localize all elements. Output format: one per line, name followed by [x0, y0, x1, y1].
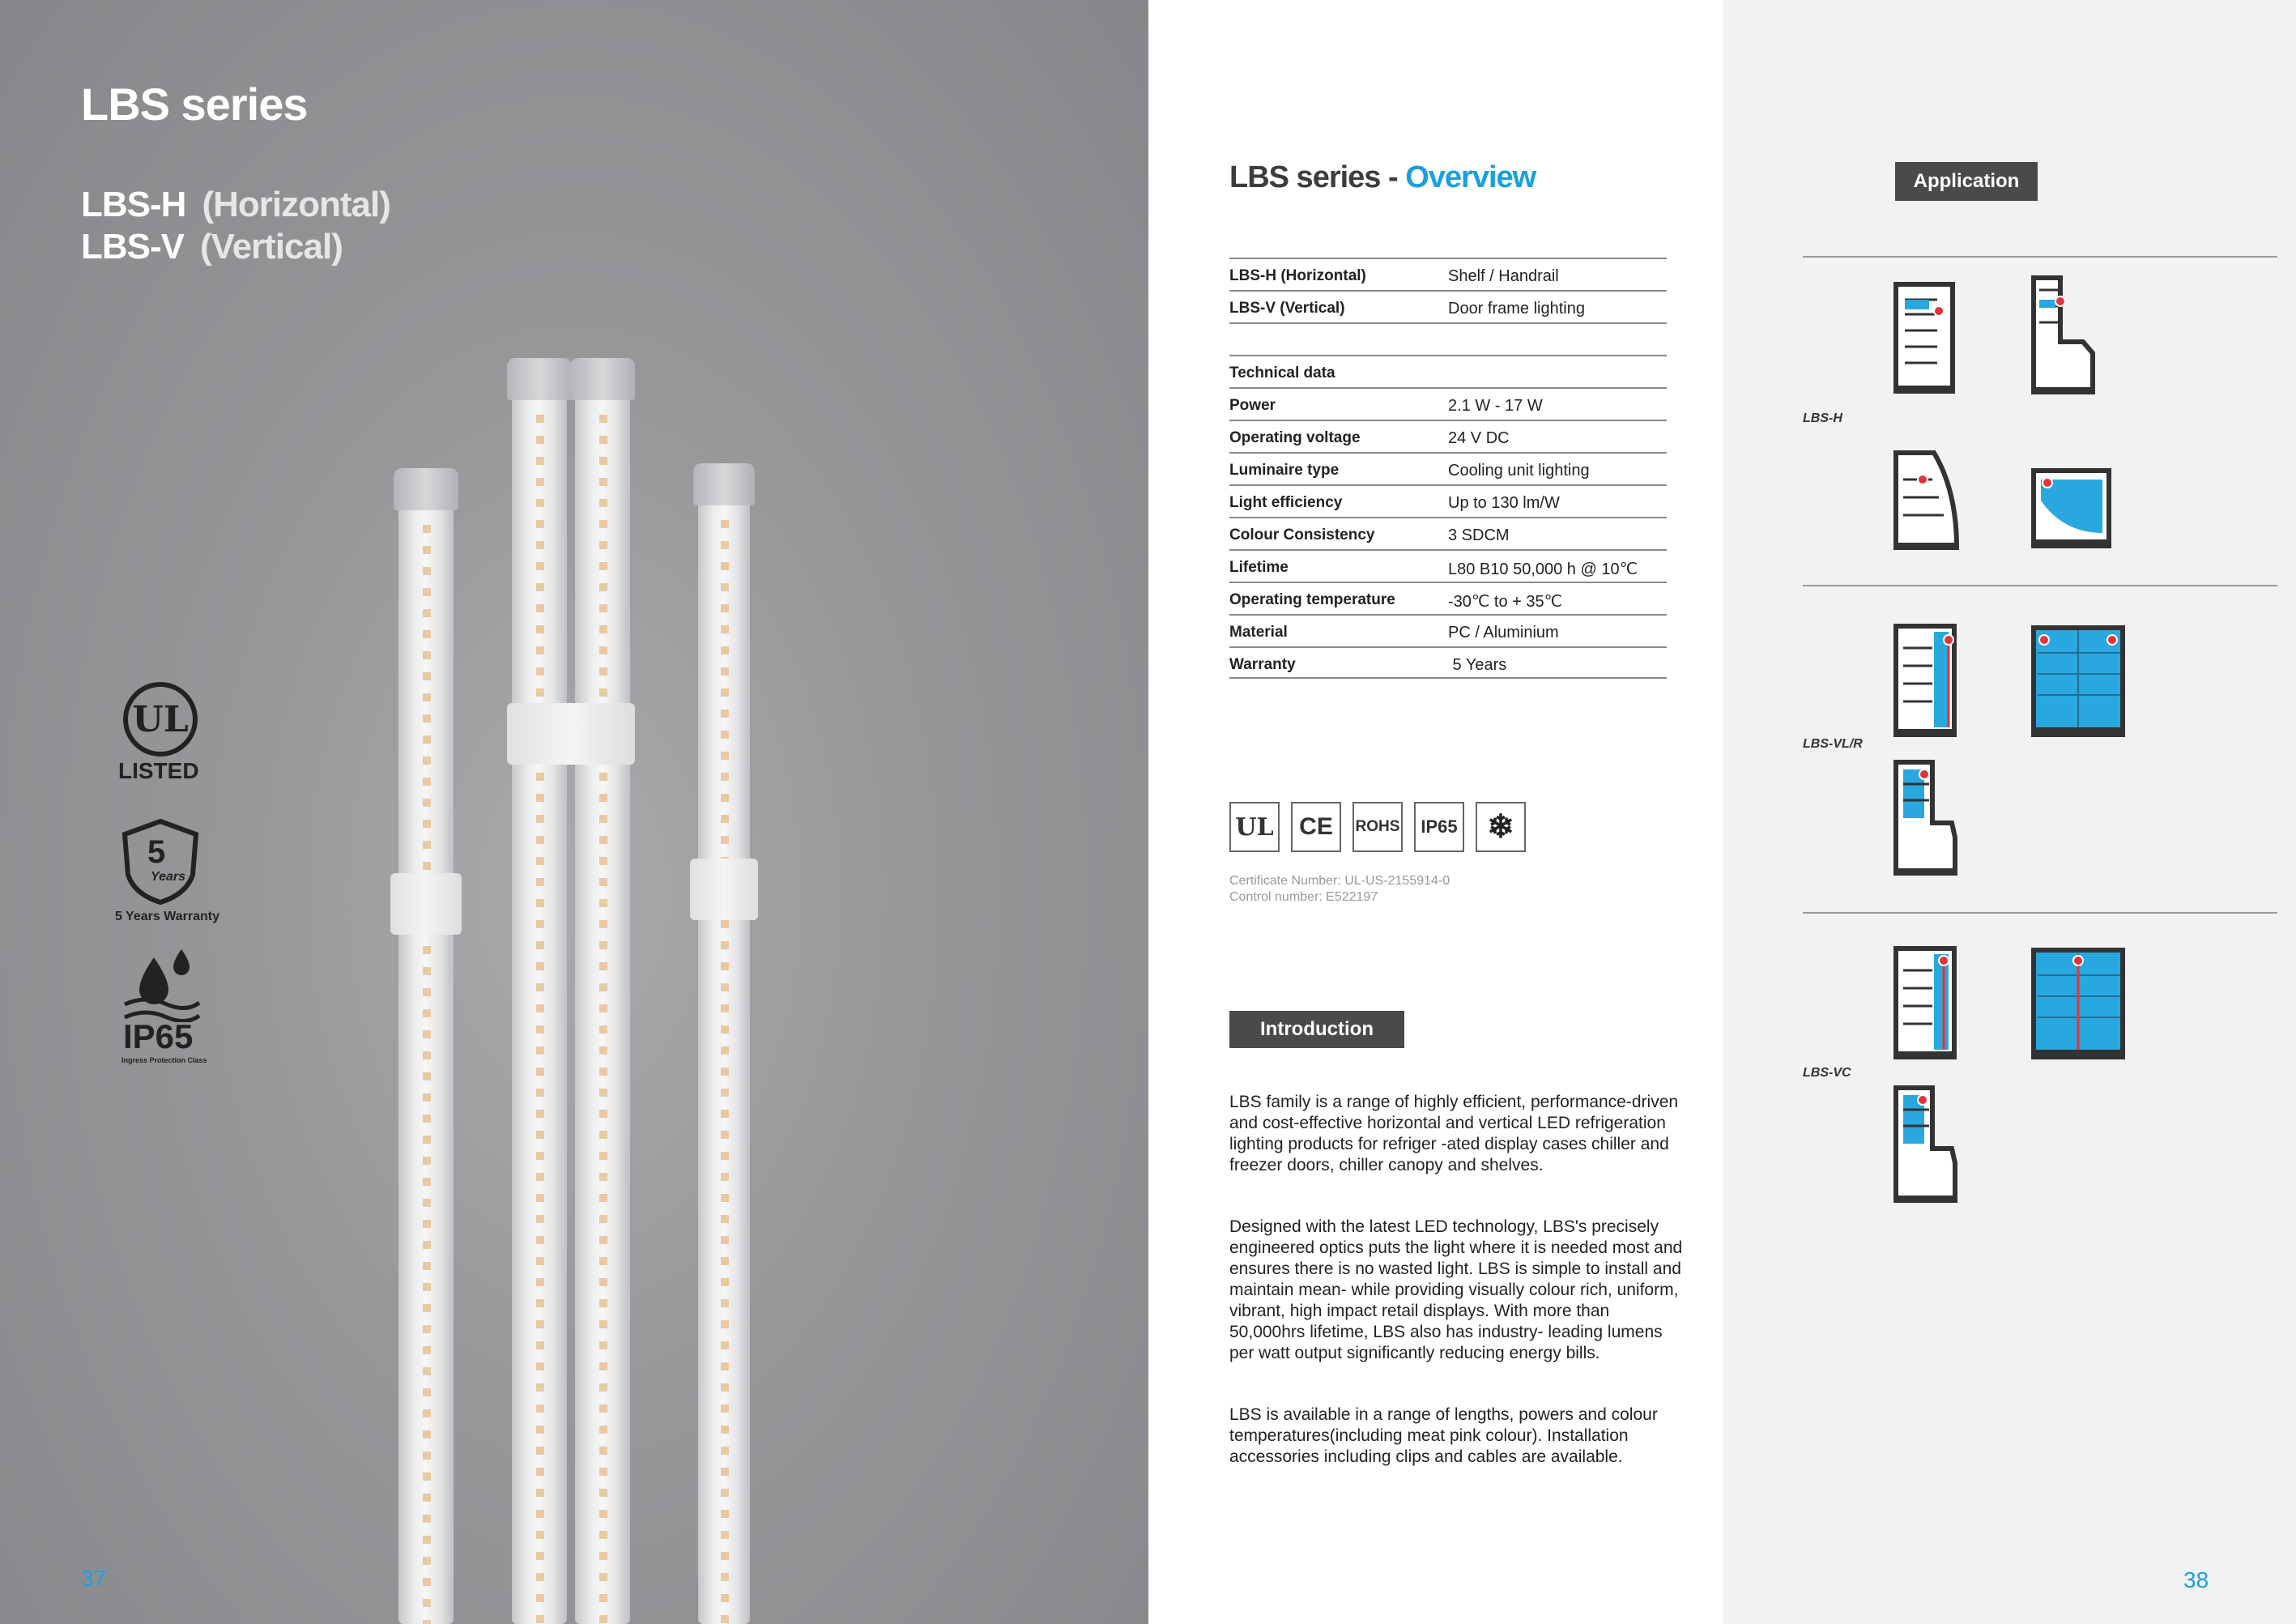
- led-tube: [512, 358, 567, 1624]
- row-key: Colour Consistency: [1229, 526, 1375, 543]
- open-deli-diagram: [1893, 760, 1958, 876]
- tech-header-row: [1229, 355, 1667, 387]
- series-title: LBS series: [81, 79, 308, 130]
- application-row: [1229, 290, 1667, 322]
- overview-title-main: LBS series -: [1229, 160, 1406, 194]
- variant-desc: (Horizontal): [202, 185, 390, 224]
- row-key: Power: [1229, 397, 1276, 414]
- variant-horizontal: [81, 185, 390, 225]
- intro-paragraph: LBS is available in a range of lengths, powers and colour temperatures(including meat pink colour). Installation accessories including clips and cables are available.: [1229, 1405, 1658, 1466]
- divider: [1803, 256, 2277, 258]
- divider: [1803, 585, 2277, 586]
- row-value: 3 SDCM: [1448, 526, 1510, 544]
- application-row: [1229, 258, 1667, 290]
- ul-icon: UL: [123, 682, 198, 757]
- shelf-cabinet-diagram: [1893, 282, 1955, 394]
- tech-row: [1229, 484, 1667, 517]
- variant-code: LBS-H: [81, 185, 186, 224]
- tech-header: Technical data: [1229, 364, 1335, 381]
- rohs-cert-icon: ROHS: [1352, 802, 1403, 852]
- ul-cert-icon: UL: [1229, 802, 1280, 852]
- control-number: Control number: E522197: [1229, 890, 1378, 904]
- divider: [1803, 912, 2277, 914]
- ip65-cert-icon: IP65: [1414, 802, 1464, 852]
- tech-row: [1229, 646, 1667, 679]
- led-tube: [575, 358, 630, 1624]
- row-value: 24 V DC: [1448, 429, 1510, 447]
- tech-row: [1229, 387, 1667, 420]
- double-door-freezer-diagram: [2031, 625, 2125, 737]
- application-label: Application: [1895, 162, 2038, 201]
- warranty-word: Years: [151, 870, 185, 884]
- row-value: -30℃ to + 35℃: [1448, 593, 1563, 611]
- row-key: Operating voltage: [1229, 429, 1361, 446]
- warranty-number: 5: [147, 834, 166, 870]
- certificate-number: Certificate Number: UL-US-2155914-0: [1229, 874, 1450, 888]
- application-column: [1723, 0, 2296, 1624]
- warranty-caption: 5 Years Warranty: [115, 910, 219, 923]
- introduction-label: Introduction: [1229, 1011, 1404, 1048]
- divider: [1229, 322, 1667, 324]
- warranty-badge: [115, 818, 219, 924]
- row-value: 5 Years: [1448, 656, 1507, 674]
- ip-subcaption: Ingress Protection Class: [121, 1056, 207, 1064]
- row-value: Door frame lighting: [1448, 300, 1585, 318]
- snowflake-icon: ❄: [1476, 802, 1526, 852]
- led-tube: [698, 463, 750, 1624]
- upright-door-diagram: [1893, 624, 1958, 737]
- ip-caption: IP65: [123, 1017, 194, 1055]
- row-key: Luminaire type: [1229, 462, 1340, 479]
- intro-paragraph: Designed with the latest LED technology, LBS's precisely engineered optics puts the light where it is needed most and ensures there is no wasted light. LBS is simple to install and maintain mean- while providing visually colour rich, uniform, vibrant, high impact retail displays. With more than 50,000hrs lifetime, LBS also has industry- leading lumens per watt output significantly reducing energy bills.: [1229, 1217, 1683, 1362]
- counter-cabinet-diagram: [2031, 275, 2096, 395]
- ce-cert-icon: CE: [1291, 802, 1341, 852]
- overview-title-accent: Overview: [1405, 160, 1536, 194]
- row-value: Shelf / Handrail: [1448, 267, 1559, 285]
- open-chiller-diagram: [1893, 450, 1962, 551]
- row-value: Cooling unit lighting: [1448, 462, 1590, 480]
- ul-listed-badge: [118, 682, 199, 784]
- upright-door-center-diagram: [1893, 946, 1958, 1059]
- led-tube: [398, 468, 454, 1624]
- row-key: Warranty: [1229, 656, 1296, 673]
- variant-desc: (Vertical): [200, 227, 343, 266]
- ip65-badge: [121, 949, 207, 1064]
- ul-caption: LISTED: [118, 758, 199, 783]
- intro-paragraph: LBS family is a range of highly efficient, performance-driven and cost-effective horizontal and vertical LED refrigeration lighting products for refriger -ated display cases chiller and freezer doors, chiller canopy and shelves.: [1229, 1093, 1679, 1174]
- overview-title: [1229, 160, 1536, 195]
- row-key: Lifetime: [1229, 559, 1289, 576]
- open-deli-center-diagram: [1893, 1085, 1958, 1204]
- row-key: LBS-H (Horizontal): [1229, 267, 1366, 284]
- row-key: Operating temperature: [1229, 591, 1395, 608]
- row-value: PC / Aluminium: [1448, 624, 1559, 642]
- water-drop-icon: [121, 949, 202, 1022]
- row-key: LBS-V (Vertical): [1229, 300, 1345, 317]
- group-label: LBS-VC: [1803, 1066, 1851, 1080]
- double-door-center-diagram: [2031, 948, 2125, 1059]
- variant-code: LBS-V: [81, 227, 184, 266]
- group-label: LBS-VL/R: [1803, 737, 1863, 751]
- tech-row: [1229, 549, 1667, 582]
- page-number: 38: [2183, 1567, 2209, 1592]
- certificate-numbers: [1229, 873, 1450, 906]
- tech-row: [1229, 582, 1667, 614]
- tech-row: [1229, 420, 1667, 452]
- row-key: Material: [1229, 624, 1288, 641]
- freezer-island-diagram: [2031, 468, 2112, 549]
- row-value: Up to 130 lm/W: [1448, 494, 1560, 512]
- row-key: Light efficiency: [1229, 494, 1343, 511]
- row-value: L80 B10 50,000 h @ 10℃: [1448, 561, 1638, 578]
- row-value: 2.1 W - 17 W: [1448, 397, 1543, 415]
- tech-row: [1229, 452, 1667, 484]
- page-number: 37: [81, 1566, 107, 1591]
- variant-vertical: [81, 227, 343, 267]
- group-label: LBS-H: [1803, 411, 1842, 425]
- tech-row: [1229, 614, 1667, 646]
- tech-row: [1229, 517, 1667, 549]
